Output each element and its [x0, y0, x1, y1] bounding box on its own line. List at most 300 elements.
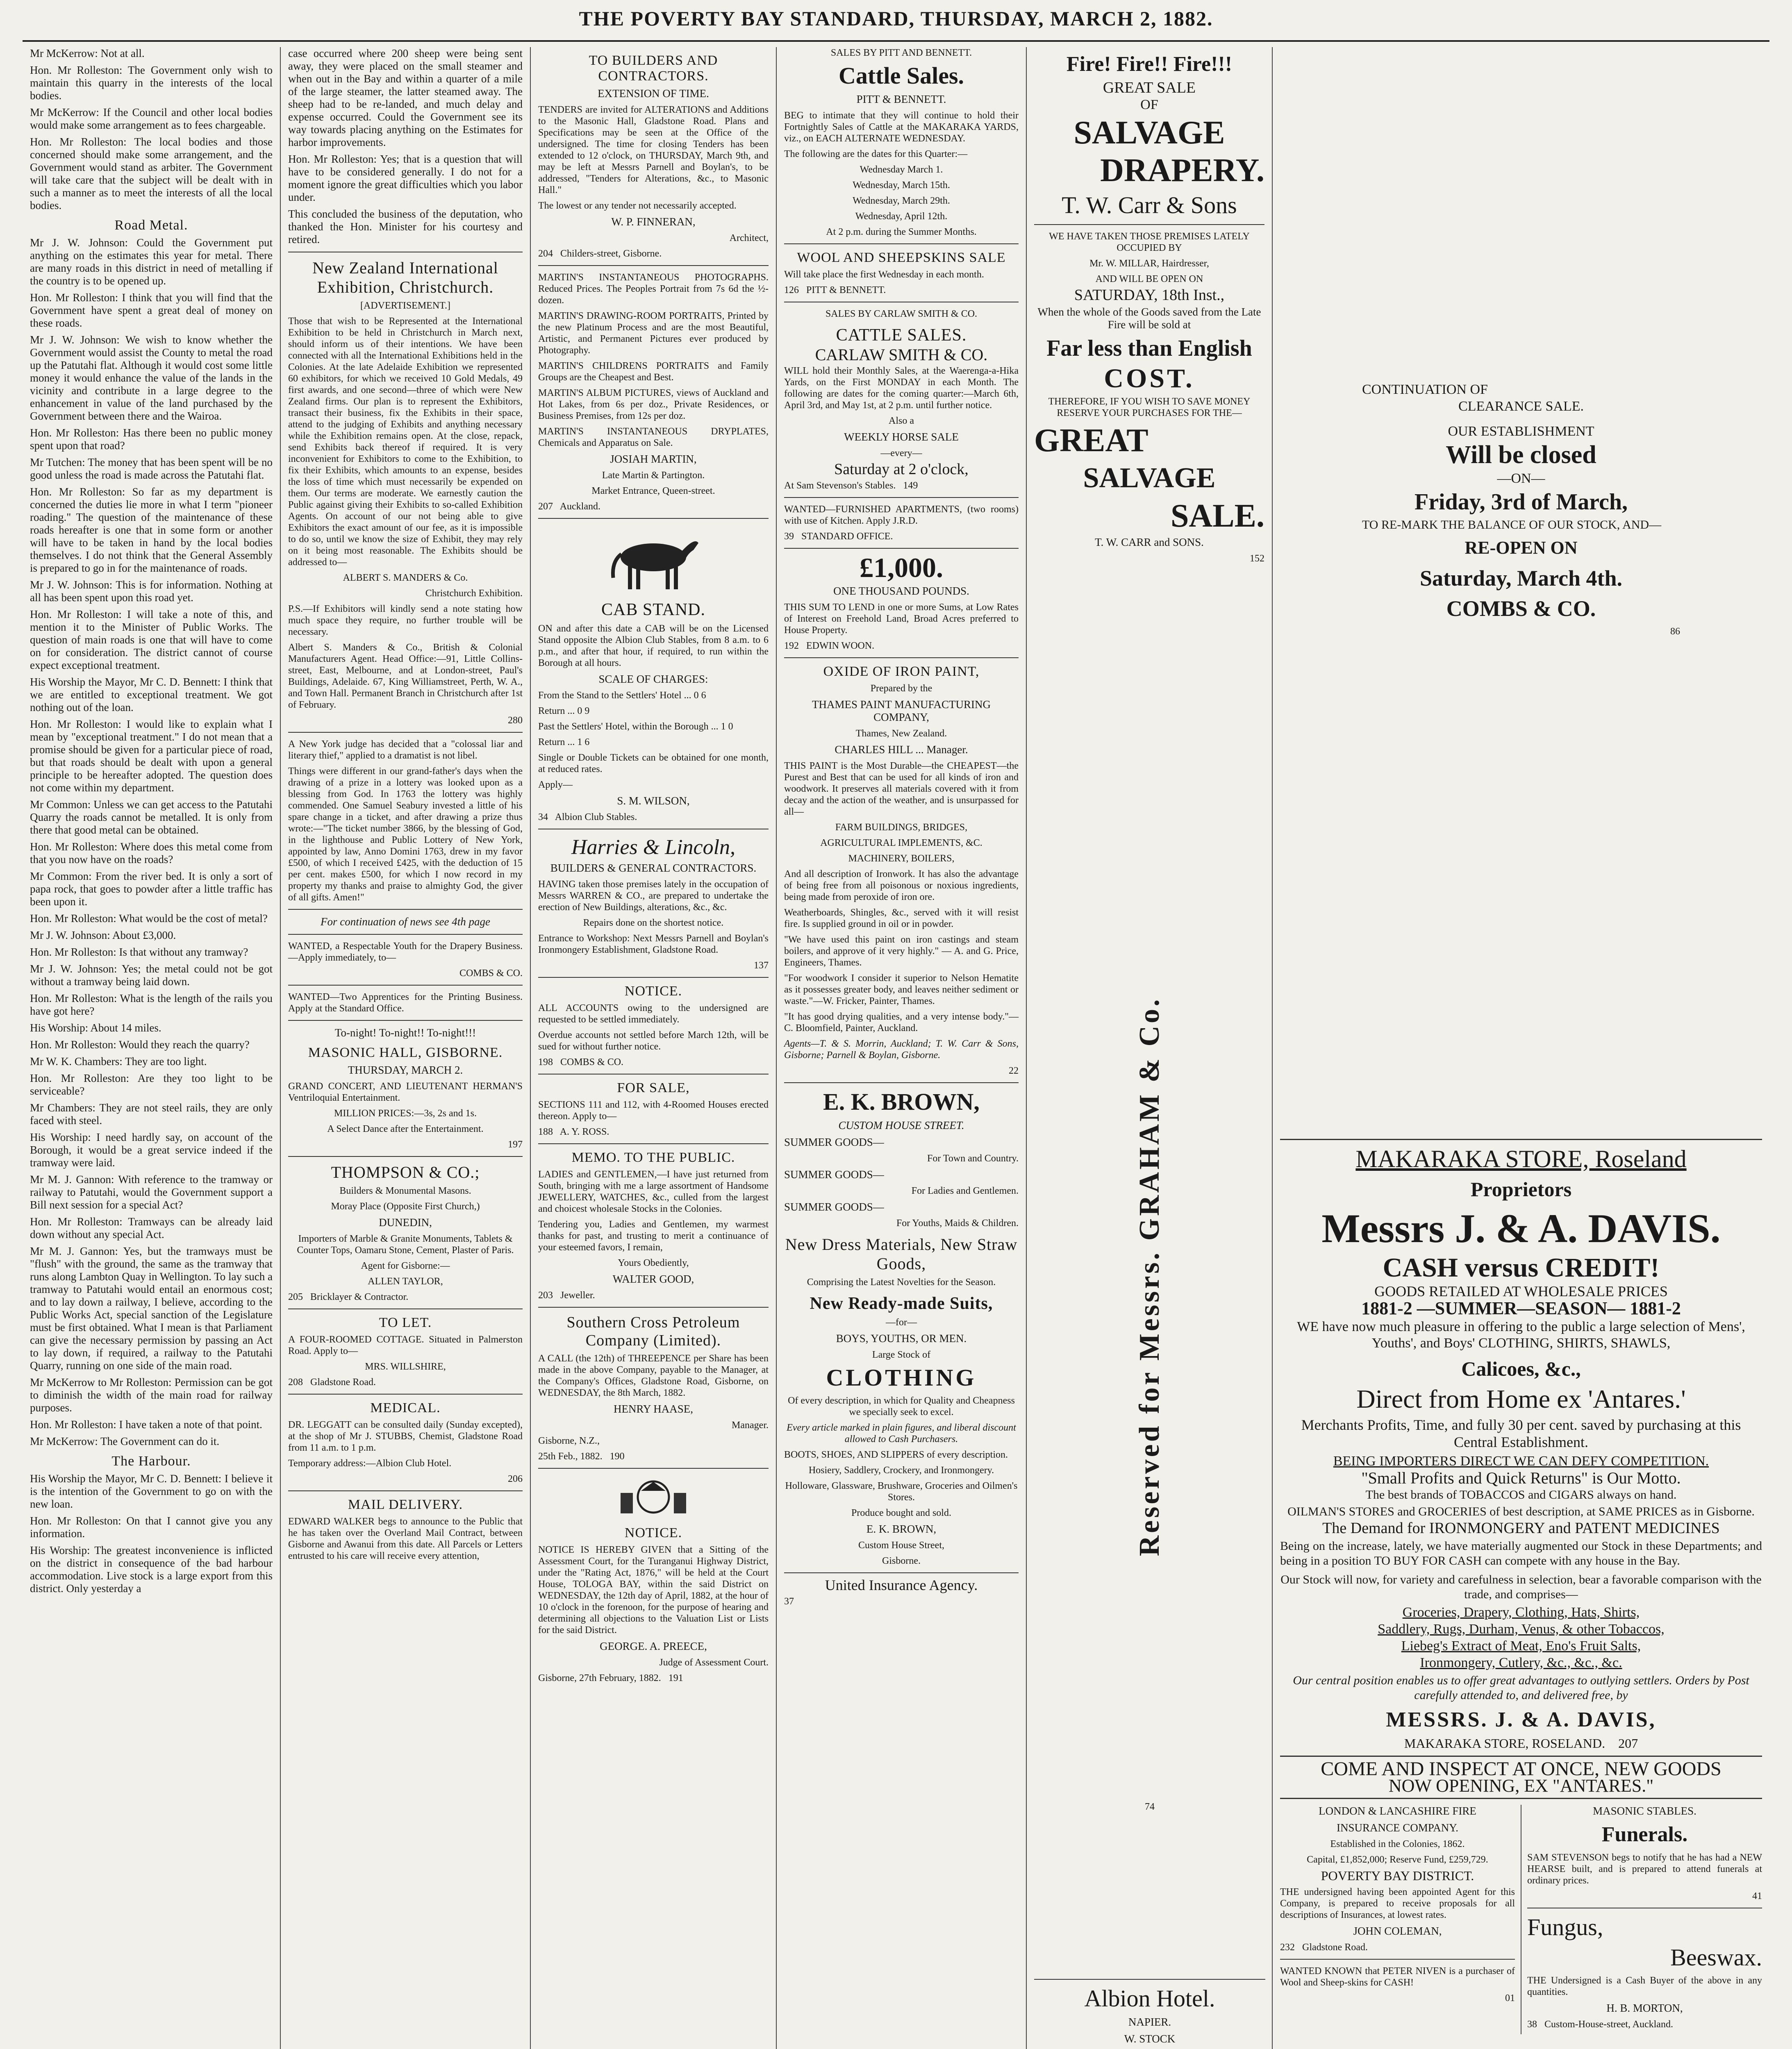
tolet-text: A FOUR-ROOMED COTTAGE. Situated in Palmerston Road. Apply to— [288, 1334, 523, 1356]
oxide-use: AGRICULTURAL IMPLEMENTS, &C. [820, 838, 982, 848]
thompson-sub: Builders & Monumental Masons. [339, 1186, 471, 1196]
memo-trade: Jeweller. [560, 1290, 595, 1301]
paragraph: Hon. Mr Rolleston: I think that you will find that the Government have spent a great deal of money on these roads. [30, 291, 273, 329]
makaraka-cash: CASH versus CREDIT! [1383, 1253, 1660, 1283]
makaraka-calicoes: Calicoes, &c., [1461, 1357, 1581, 1380]
fire-heading: Fire! Fire!! Fire!!! [1066, 52, 1233, 76]
divider [288, 1308, 523, 1309]
paragraph: Hon. Mr Rolleston: I would like to explain what I mean by "exceptional treatment." I do not mean that a promise should be given for a particular piece of road, but that roads should be dealt with upon a general principle to be hereafter adopted. The question does not come within my department. [30, 718, 273, 794]
masonic-hall-dance: A Select Dance after the Entertainment. [327, 1124, 484, 1134]
united-insurance: United Insurance Agency. [825, 1577, 978, 1593]
harries-title: Harries & Lincoln, [571, 836, 736, 859]
ad-number: 191 [668, 1673, 683, 1683]
notice-sign: COMBS & CO. [560, 1057, 624, 1068]
petroleum-text: A CALL (the 12th) of THREEPENCE per Share has been made in the above Company, payable to the Manager, at the Company's Offices, Gladstone Road, Gisborne, on WEDNESDAY, the 8th March, 1882. [538, 1353, 769, 1398]
exhibition-sign: ALBERT S. MANDERS & Co. [343, 572, 468, 583]
builders-sub: EXTENSION OF TIME. [598, 87, 709, 100]
ad-number: 197 [508, 1139, 523, 1150]
ad-number: 39 [784, 531, 794, 542]
carlaw-name: CARLAW SMITH & CO. [815, 345, 988, 364]
oxide-quote-3: "It has good drying qualities, and a very intense body."—C. Bloomfield, Painter, Auckland. [784, 1011, 1019, 1034]
column-3 [531, 47, 777, 2049]
divider [784, 548, 1019, 549]
notice2-sign: GEORGE. A. PREECE, [600, 1640, 707, 1652]
makaraka-demand: The Demand for IRONMONGERY and PATENT MEDICINES [1322, 1520, 1720, 1537]
paragraph: Hon. Mr Rolleston: What would be the cost of metal? [30, 912, 268, 925]
divider [1280, 1959, 1515, 1960]
builders-sign: W. P. FINNERAN, [611, 216, 696, 228]
thompson-title: THOMPSON & CO.; [331, 1163, 480, 1181]
memo-title: MEMO. TO THE PUBLIC. [571, 1150, 735, 1165]
divider [784, 1572, 1019, 1573]
petroleum-sign: HENRY HAASE, [613, 1403, 693, 1415]
combs-friday: Friday, 3rd of March, [1414, 489, 1628, 515]
loan-text: THIS SUM TO LEND in one or more Sums, at Low Rates of Interest on Freehold Land, Broad Acres preferred to House Property. [784, 602, 1019, 636]
tonight-heading: To-night! To-night!! To-night!!! [334, 1027, 476, 1039]
insurance-established: Established in the Colonies, 1862. [1330, 1839, 1465, 1849]
paragraph: Mr McKerrow: Not at all. [30, 47, 145, 59]
memo-close: Yours Obediently, [618, 1258, 689, 1268]
paragraph: Mr Common: Unless we can get access to the Patutahi Quarry the roads cannot be metalled. It is only from there that good metal can be obtained. [30, 798, 273, 836]
insurance-district: POVERTY BAY DISTRICT. [1321, 1868, 1474, 1883]
memo-text: LADIES and GENTLEMEN,—I have just returned from South, bringing with me a large assortment of Handsome JEWELLERY, WATCHES, &c., culled from the largest and choicest wholesale Stocks in the Colonies. [538, 1169, 769, 1214]
masthead-title: THE POVERTY BAY STANDARD, THURSDAY, MARCH 2, 1882. [579, 7, 1213, 30]
blank-space [1280, 47, 1762, 383]
great-heading: GREAT [1034, 423, 1148, 459]
makaraka-davis: Messrs J. & A. DAVIS. [1321, 1206, 1721, 1251]
ad-number: 38 [1527, 2019, 1537, 2030]
premises-line: WE HAVE TAKEN THOSE PREMISES LATELY OCCUPIED BY [1049, 231, 1250, 253]
paragraph: case occurred where 200 sheep were being sent away, they were placed on the small steamer and when out in the Bay and within a quarter of a mile of the large steamer, the latter steamed away. The sheep had to be re-landed, and much delay and expense occurred. Could the Government see its way towards placing anything on the Estimates for harbor improvements. [288, 47, 523, 148]
clothing-sub: Of every description, in which for Quality and Cheapness we specially seek to excel. [788, 1395, 1015, 1417]
suits-for: —for— [886, 1317, 917, 1328]
makaraka-items-list [1280, 1606, 1762, 1669]
wool-sale-sign: PITT & BENNETT. [806, 285, 886, 295]
fungus-sign: H. B. MORTON, [1606, 2002, 1683, 2014]
paragraph: Mr McKerrow: The Government can do it. [30, 1435, 220, 1447]
harries-sub: BUILDERS & GENERAL CONTRACTORS. [550, 862, 757, 874]
millar-line: Mr. W. MILLAR, Hairdresser, [1089, 258, 1209, 269]
ad-number: 205 [288, 1292, 303, 1302]
boots-line: BOOTS, SHOES, AND SLIPPERS of every description. [784, 1449, 1008, 1460]
cost-heading: COST. [1104, 363, 1195, 393]
wanted-youth: WANTED, a Respectable Youth for the Drapery Business.—Apply immediately, to— [288, 941, 523, 963]
insurance-address: Gladstone Road. [1302, 1942, 1368, 1953]
insurance-sign: JOHN COLEMAN, [1353, 1925, 1442, 1937]
paragraph: Hon. Mr Rolleston: I will take a note of this, and mention it to the Minister of Public Works. The question of main roads is one that will have to come on for consideration. The district cannot of course expect exceptional treatment. [30, 608, 273, 671]
paragraph: Mr J. W. Johnson: We wish to know whether the Government would assist the County to metal the road up the Patutahi flat. Although it would cost some little money it would enhance the value of the lands in the vicinity and contribute in a large degree to the enhancement in value of the land purchased by the Government between there and the Wairoa. [30, 334, 273, 422]
paragraph: Mr J. W. Johnson: Could the Government put anything on the estimates this year for metal. There are many roads in this district in need of metalling if the country is to be opened up. [30, 236, 273, 287]
exhibition-adv-label: [ADVERTISEMENT.] [360, 300, 451, 311]
makaraka-goods: GOODS RETAILED AT WHOLESALE PRICES [1374, 1283, 1668, 1299]
divider [538, 1468, 769, 1469]
when-line: When the whole of the Goods saved from the Late Fire will be sold at [1037, 306, 1261, 331]
makaraka-central: Our central position enables us to offer great advantages to outlying settlers. Orders by Post carefully attended to, and delivered free, by [1293, 1674, 1749, 1702]
builders-title: TO BUILDERS AND CONTRACTORS. [589, 53, 718, 84]
ad-number: 37 [784, 1596, 794, 1607]
insurance-title: LONDON & LANCASHIRE FIRE [1319, 1805, 1476, 1817]
ad-number: 01 [1505, 1993, 1515, 2004]
continuation-note: For continuation of news see 4th page [321, 915, 490, 928]
makaraka-sign: MESSRS. J. & A. DAVIS, [1386, 1708, 1656, 1731]
medical-address: Temporary address:—Albion Club Hotel. [288, 1458, 452, 1469]
masonic-hall-prices: MILLION PRICES:—3s, 2s and 1s. [334, 1108, 477, 1119]
summer-goods-label: SUMMER GOODS— [784, 1201, 884, 1213]
ad-number: 208 [288, 1377, 303, 1388]
harbour-heading: The Harbour. [111, 1454, 191, 1469]
forsale-text: SECTIONS 111 and 112, with 4-Roomed Houses erected thereon. Apply to— [538, 1099, 769, 1122]
oxide-quote-1: "We have used this paint on iron castings and steam boilers, and approve of it very highly." — A. and G. Price, Engineers, Thames. [784, 934, 1019, 968]
paragraph: His Worship: About 14 miles. [30, 1022, 161, 1034]
thompson-text: Importers of Marble & Granite Monuments, Tablets & Counter Tops, Oamaru Stone, Cement, Plaster of Paris. [297, 1233, 514, 1256]
mail-delivery-text: EDWARD WALKER begs to announce to the Public that he has taken over the Overland Mail Contract, between Gisborne and Awanui from this date. All Parcels or Letters entrusted to his care will receive every attention, [288, 1516, 523, 1561]
paragraph: Hon. Mr Rolleston: Is that without any tramway? [30, 946, 248, 958]
column-4 [777, 47, 1027, 2049]
wool-sale-text: Will take place the first Wednesday in each month. [784, 269, 984, 280]
thompson-agent: Agent for Gisborne:— [361, 1261, 450, 1271]
combs-ad [1280, 383, 1762, 637]
oxide-text-2: And all description of Ironwork. It has also the advantage of being free from all poisonous or noxious ingredients, being made from peroxide of iron ore. [784, 869, 1019, 902]
deputation-continued [288, 47, 523, 246]
martin-item: MARTIN'S ALBUM PICTURES, views of Auckland and Hot Lakes, from 6s per doz., Private Residences, or Business Premises, from 12s per doz. [538, 388, 769, 421]
divider [1280, 1756, 1762, 1757]
ad-number: 22 [1009, 1065, 1019, 1076]
martin-city: Auckland. [559, 501, 600, 512]
sale-date: Wednesday, March 29th. [853, 195, 950, 206]
pitt-time: At 2 p.m. during the Summer Months. [826, 227, 977, 237]
oxide-use: FARM BUILDINGS, BRIDGES, [835, 822, 968, 833]
exhibition-title: New Zealand International Exhibition, Christchurch. [312, 259, 498, 296]
divider [538, 1307, 769, 1308]
martin-item: MARTIN'S INSTANTANEOUS PHOTOGRAPHS. Reduced Prices. The Peoples Portrait from 7s 6d the ½-dozen. [538, 272, 769, 306]
summer-goods-target: For Youths, Maids & Children. [896, 1218, 1019, 1229]
harries-repairs: Repairs done on the shortest notice. [583, 918, 724, 928]
salvage-heading: SALVAGE [1073, 115, 1225, 151]
ekbrown-sign-2: Custom House Street, [858, 1540, 944, 1551]
marked-note: Every article marked in plain figures, and liberal discount allowed to Cash Purchasers. [787, 1422, 1016, 1445]
masthead [0, 0, 1792, 41]
ad-number: 149 [903, 480, 918, 491]
combs-on: —ON— [1497, 471, 1545, 486]
reserved-text: Reserved for Messrs. GRAHAM & Co. [1134, 997, 1165, 1556]
lottery-item: Things were different in our grand-father's days when the drawing of a prize in a lottery was looked upon as a blessing from God. In 1763 the lottery was highly commended. One Samuel Seabury invested a little of his spare change in a ticket, and after drawing a prize thus wrote:—"The ticket number 3866, by the blessing of God, in the lighthouse and Public Lottery of New York, appointed by law, Anno Domini 1763, drew in my favor £500, of which I received £425, with the deduction of 15 per cent. makes £500, for which I now record in my property my thanks and praise to almighty God, the giver of all gifts. Amen!" [288, 766, 523, 903]
dress-materials-title: New Dress Materials, New Straw Goods, [785, 1235, 1018, 1273]
oxide-use: MACHINERY, BOILERS, [848, 853, 955, 864]
carlaw-also: Also a [889, 416, 914, 426]
notice-text-2: Overdue accounts not settled before March 12th, will be sued for without further notice. [538, 1030, 769, 1052]
hosiery-line: Hosiery, Saddlery, Crockery, and Ironmongery. [808, 1465, 994, 1476]
masthead-rule [23, 40, 1769, 42]
ekbrown-title: E. K. BROWN, [823, 1088, 980, 1115]
makaraka-oilmans: OILMAN'S STORES and GROCERIES of best description, at SAME PRICES as in Gisborne. [1287, 1505, 1755, 1518]
divider [288, 909, 523, 910]
oxide-quote-2: "For woodwork I consider it superior to Nelson Hematite as it possesses greater body, and leaves neither sediment or waste."—W. Fricker, Painter, Thames. [784, 973, 1019, 1006]
thompson-city: DUNEDIN, [379, 1216, 432, 1229]
divider [538, 1143, 769, 1144]
martin-address: Market Entrance, Queen-street. [591, 486, 715, 496]
ekbrown-sign: E. K. BROWN, [866, 1523, 937, 1535]
ad-number: 137 [754, 960, 769, 971]
paragraph: Hon. Mr Rolleston: The Government only wish to maintain this quarry in the interests of the local bodies. [30, 64, 273, 102]
carlaw-weekly: WEEKLY HORSE SALE [844, 431, 959, 443]
notice2-text: NOTICE IS HEREBY GIVEN that a Sitting of the Assessment Court, for the Turanganui Highway District, under the "Rating Act, 1876," will be held at the Court House, TOLOGA BAY, within the said District on WEDNESDAY, the 12th day of April, 1882, at the hour of 10 o'clock in the forenoon, for the purpose of hearing and determining all objections to the Valuation List or Lists for the said District. [538, 1545, 769, 1636]
combs-establishment: OUR ESTABLISHMENT [1448, 424, 1594, 439]
medical-text: DR. LEGGATT can be consulted daily (Sunday excepted), at the shop of Mr J. STUBBS, Chemist, Gladstone Road from 11 a.m. to 1 p.m. [288, 1420, 523, 1453]
fungus-text: THE Undersigned is a Cash Buyer of the above in any quantities. [1527, 1975, 1762, 1997]
oxide-place: Thames, New Zealand. [855, 728, 947, 739]
cab-scale-heading: SCALE OF CHARGES: [598, 673, 708, 685]
combs-continuation: CONTINUATION OF [1362, 382, 1488, 397]
paragraph: Hon. Mr Rolleston: What is the length of the rails you have got here? [30, 992, 273, 1017]
reserved-space [1027, 785, 1273, 1768]
paragraph: Mr W. K. Chambers: They are too light. [30, 1055, 207, 1068]
cab-charges-list [538, 690, 769, 748]
builders-text: TENDERS are invited for ALTERATIONS and Additions to the Masonic Hall, Gladstone Road. Plans and Specifications may be seen at the Office of the undersigned. The time for closing Tenders has been extended to 12 o'clock, on THURSDAY, March 9th, and may be left at Messrs Parnell and Boylan's, to be addressed, "Tenders for Alterations, &c., to Masonic Hall." [538, 104, 769, 195]
drapery-heading: DRAPERY. [1100, 152, 1264, 189]
insurance-ad [1280, 1805, 1515, 2034]
petroleum-sign-2: Manager. [732, 1420, 769, 1431]
horse-icon [600, 525, 707, 594]
martin-item: MARTIN'S DRAWING-ROOM PORTRAITS, Printed by the new Platinum Process and are the most Beautiful, Artistic, and Permanent Pictures ever produced by Photography. [538, 311, 769, 356]
paragraph: Hon. Mr Rolleston: Are they too light to be serviceable? [30, 1072, 273, 1097]
ekbrown-sub: CUSTOM HOUSE STREET. [838, 1119, 964, 1131]
makaraka-pleasure: WE have now much pleasure in offering to the public a large selection of Mens', Youths', and Boys' CLOTHING, SHIRTS, SHAWLS, [1297, 1319, 1745, 1351]
paragraph: This concluded the business of the deputation, who thanked the Hon. Minister for his courtesy and retired. [288, 208, 523, 245]
ad-number: 207 [538, 501, 553, 512]
open-on: AND WILL BE OPEN ON [1095, 274, 1203, 284]
cab-charge-row: Past the Settlers' Hotel, within the Borough ... 1 0 [538, 721, 733, 732]
ad-number: 192 [784, 641, 799, 651]
makaraka-item: Saddlery, Rugs, Durham, Venus, & other Tobaccos, [1378, 1622, 1665, 1637]
ad-number: 204 [538, 248, 553, 259]
divider [1280, 1139, 1762, 1140]
divider [1034, 224, 1264, 225]
road-metal-text [30, 236, 273, 1448]
paragraph: His Worship: I need hardly say, on account of the Borough, it would be a great service indeed if the tramway were laid. [30, 1131, 273, 1169]
makaraka-come: COME AND INSPECT AT ONCE, NEW GOODS [1321, 1758, 1722, 1780]
combs-closed: Will be closed [1446, 441, 1596, 469]
royal-crest-icon [612, 1474, 694, 1520]
carlaw-text: WILL hold their Monthly Sales, at the Waerenga-a-Hika Yards, on the First MONDAY in each Month. The following are dates for the coming quarter:—March 6th, April 3rd, and May 1st, at 2 p.m. until further notice. [784, 366, 1019, 411]
makaraka-now: NOW OPENING, EX "ANTARES." [1388, 1776, 1654, 1796]
column-1 [23, 47, 281, 2049]
suits-who: BOYS, YOUTHS, OR MEN. [836, 1332, 967, 1345]
carlaw-place: At Sam Stevenson's Stables. [784, 480, 896, 491]
makaraka-tobacco: The best brands of TOBACCOS and CIGARS always on hand. [1365, 1488, 1677, 1502]
divider [784, 243, 1019, 244]
pitt-text: BEG to intimate that they will continue to hold their Fortnightly Sales of Cattle at the MAKARAKA YARDS, viz., on EACH ALTERNATE WEDNESDAY. [784, 110, 1019, 144]
paragraph: Mr McKerrow to Mr Rolleston: Permission can be got to diminish the width of the main road for railway purposes. [30, 1376, 273, 1414]
ad-number: 190 [609, 1451, 625, 1462]
masonic-hall-date: THURSDAY, MARCH 2. [348, 1064, 463, 1076]
makaraka-item: Liebeg's Extract of Meat, Eno's Fruit Salts, [1401, 1638, 1641, 1654]
exhibition-sign-2: Christchurch Exhibition. [425, 588, 523, 599]
loan-sign: EDWIN WOON. [806, 641, 875, 651]
fungus-address: Custom-House-street, Auckland. [1544, 2019, 1673, 2030]
combs-name: COMBS & CO. [1446, 596, 1596, 621]
pitt-name: PITT & BENNETT. [856, 93, 946, 105]
paragraph: Mr J. W. Johnson: About £3,000. [30, 929, 176, 941]
stock-of: Large Stock of [872, 1349, 931, 1360]
divider [1280, 1798, 1762, 1799]
divider [538, 518, 769, 519]
martin-sign-2: Late Martin & Partington. [602, 470, 705, 481]
exhibition-text: Those that wish to be Represented at the International Exhibition to be held in Christchurch in March next, should inform us of their intentions. We have been connected with all the International Exhibitions held in the Colonies. At the late Adelaide Exhibition we represented 60 exhibitors, for which we received 10 Gold Medals, 49 first awards, and one second—three of which were New Zealand firms. Our plan is to represent the Exhibitors, transact their business, fix the Exhibits in their space, attend to the judging of Exhibits and anything necessary while the Exhibition remains open. At the close, repack, send Exhibits back thereof if required. It is very inconvenient for Exhibitors to come to the Exhibition, to fix their Exhibits, which amounts to an expense, besides the loss of time which must necessarily be expended on them. Our terms are moderate. We earnestly caution the Public against giving their Exhibits to so-called Exhibition Agents. On account of our not being able to give Exhibitors the exact amount of our fee, as it is impossible to do so, until we know the size of Exhibit, they may rely on it being most reasonable. The Exhibits should be addressed to— [288, 316, 523, 568]
far-less-heading: Far less than English [1046, 336, 1252, 361]
paragraph: Mr J. W. Johnson: This is for information. Nothing at all has been spent upon this road yet. [30, 579, 273, 604]
sale-date: Wednesday, April 12th. [855, 211, 948, 222]
paragraph: Hon. Mr Rolleston: Where does this metal come from that you now have on the roads? [30, 840, 273, 865]
petroleum-title: Southern Cross Petroleum Company (Limited). [566, 1314, 740, 1349]
forsale-sign: A. Y. ROSS. [559, 1127, 609, 1137]
wanted-youth-sign: COMBS & CO. [459, 968, 523, 979]
deputation-text [30, 47, 273, 212]
combs-remark: TO RE-MARK THE BALANCE OF OUR STOCK, AND— [1362, 518, 1662, 532]
makaraka-profits: Merchants Profits, Time, and fully 30 per cent. saved by purchasing at this Central Establishment. [1301, 1417, 1741, 1450]
divider [288, 1490, 523, 1491]
ad-number: 203 [538, 1290, 553, 1301]
ad-number: 280 [508, 715, 523, 726]
ad-number: 86 [1670, 626, 1680, 637]
paragraph: Hon. Mr Rolleston: The local bodies and those concerned should make some arrangement, and the Government would stand as arbiter. The Government will take care that the subject will be dealt with in such a manner as to meet the interests of all the local bodies. [30, 136, 273, 211]
combs-saturday: Saturday, March 4th. [1419, 566, 1623, 591]
oxide-manager: CHARLES HILL ... Manager. [835, 743, 968, 756]
makaraka-year-1: 1881-2 [1361, 1298, 1412, 1318]
insurance-title-2: INSURANCE COMPANY. [1336, 1822, 1459, 1834]
paragraph: Hon. Mr Rolleston: Would they reach the quarry? [30, 1038, 250, 1051]
loan-amount: £1,000. [860, 552, 943, 583]
harries-entrance: Entrance to Workshop: Next Messrs Parnell and Boylan's Ironmongery Establishment, Gladstone Road. [538, 933, 769, 955]
salvage2-heading: SALVAGE [1083, 462, 1216, 494]
carlaw-every: —every— [880, 448, 922, 459]
notice2-title: NOTICE. [624, 1525, 682, 1540]
martin-item: MARTIN'S INSTANTANEOUS DRYPLATES, Chemicals and Apparatus on Sale. [538, 426, 769, 448]
cab-stand-text: ON and after this date a CAB will be on the Licensed Stand opposite the Albion Club Stables, from 8 a.m. to 6 p.m., and after that hour, if required, to run within the Borough at all hours. [538, 623, 769, 668]
holloware-line: Holloware, Glassware, Brushware, Groceries and Oilmen's Stores. [785, 1481, 1018, 1503]
insurance-text: THE undersigned having been appointed Agent for this Company, is prepared to receive proposals for all descriptions of Insurances, at lowest rates. [1280, 1887, 1515, 1920]
paragraph: Mr Chambers: They are not steel rails, they are only faced with steel. [30, 1102, 273, 1127]
paragraph: His Worship the Mayor, Mr C. D. Bennett: I believe it is the intention of the Government to go on with the new loan. [30, 1472, 273, 1510]
paragraph: Hon. Mr Rolleston: So far as my department is concerned the duties lie more in what I term "pioneer roading." The question of the maintenance of these roads hereafter is one that in some form or another will have to be taken in hand by the local bodies themselves. I do not think that the General Assembly is prepared to go in for the maintenance of roads. [30, 486, 273, 574]
wanted-apartments: WANTED—FURNISHED APARTMENTS, (two rooms) with use of Kitchen. Apply J.R.D. [784, 504, 1019, 526]
albion-place: NAPIER. [1128, 2016, 1171, 2028]
makaraka-importers: BEING IMPORTERS DIRECT WE CAN DEFY COMPETITION. [1333, 1454, 1709, 1469]
ad-number: 152 [1250, 553, 1264, 564]
ad-number: 207 [1618, 1736, 1638, 1751]
ad-number: 206 [508, 1474, 523, 1484]
wool-sale-title: WOOL AND SHEEPSKINS SALE [797, 250, 1006, 265]
masonic-hall-text: GRAND CONCERT, AND LIEUTENANT HERMAN'S Ventriloquial Entertainment. [288, 1081, 523, 1103]
martin-item: MARTIN'S CHILDRENS PORTRAITS and Family Groups are the Cheapest and Best. [538, 361, 769, 383]
makaraka-item: Groceries, Drapery, Clothing, Hats, Shirts, [1402, 1605, 1640, 1620]
makaraka-sign-2: MAKARAKA STORE, ROSELAND. [1404, 1736, 1606, 1751]
divider [288, 1020, 523, 1021]
newyork-item: A New York judge has decided that a "colossal liar and literary thief," applied to a dramatist is not libel. [288, 739, 523, 761]
thompson-agent-name: ALLEN TAYLOR, [368, 1276, 443, 1287]
exhibition-office: Albert S. Manders & Co., British & Colonial Manufacturers Agent. Head Office:—91, Little Collins-street, East, Melbourne, and at London-street, Paul's Buildings, Adelaide. 67, King Williamstreet, Perth, W. A., and Town Hall. Permanent Branch in Christchurch after 1st of February. [288, 642, 523, 710]
sale-date: Wednesday, March 15th. [853, 180, 950, 191]
paragraph: His Worship the Mayor, Mr C. D. Bennett: I think that we are entitled to exceptional treatment. We got nothing out of the loan. [30, 676, 273, 713]
makaraka-proprietors: Proprietors [1470, 1178, 1572, 1201]
divider [288, 1156, 523, 1157]
forsale-title: FOR SALE, [617, 1080, 690, 1095]
ad-number: 126 [784, 285, 799, 295]
divider [1034, 1979, 1265, 1980]
divider [538, 265, 769, 266]
makaraka-year-2: 1881-2 [1630, 1298, 1681, 1318]
column-5 [1027, 47, 1273, 2049]
road-metal-heading: Road Metal. [114, 218, 188, 233]
blank-space [1280, 641, 1762, 1133]
pitt-header: SALES BY PITT AND BENNETT. [830, 48, 972, 58]
martin-sign: JOSIAH MARTIN, [610, 453, 697, 465]
oxide-company: THAMES PAINT MANUFACTURING COMPANY, [812, 698, 991, 723]
ad-number: 232 [1280, 1942, 1295, 1953]
carr-name: T. W. Carr & Sons [1062, 192, 1237, 218]
cab-stand-title: CAB STAND. [601, 600, 705, 619]
exhibition-ps: P.S.—If Exhibitors will kindly send a note stating how much space they require, no further trouble will be necessary. [288, 604, 523, 637]
thompson-agent-trade: Bricklayer & Contractor. [310, 1292, 409, 1302]
oxide-agents: Agents—T. & S. Morrin, Auckland; T. W. Carr & Sons, Gisborne; Parnell & Boylan, Gisborne. [784, 1038, 1019, 1061]
combs-clearance: CLEARANCE SALE. [1458, 399, 1584, 414]
oxide-text: THIS PAINT is the Most Durable—the CHEAPEST—the Purest and Best that can be used for all kinds of iron and woodwork. It preserves all materials covered with it from decay and the action of the weather, and is unsurpassed for all— [784, 761, 1019, 817]
funerals-text: SAM STEVENSON begs to notify that he has had a NEW HEARSE built, and is prepared to attend funerals at ordinary prices. [1527, 1852, 1762, 1886]
cab-address: Albion Club Stables. [555, 812, 637, 822]
paragraph: His Worship: The greatest inconvenience is inflicted on the district in consequence of the bad harbour accommodation. Live stock is a large export from this district. Only yesterday a [30, 1544, 273, 1595]
pitt-dates-intro: The following are the dates for this Quarter:— [784, 149, 968, 159]
funerals-heading: Funerals. [1601, 1823, 1688, 1846]
makaraka-title: MAKARAKA STORE, Roseland [1355, 1145, 1687, 1172]
petroleum-date: 25th Feb., 1882. [538, 1451, 603, 1462]
ad-number: 41 [1752, 1891, 1762, 1901]
masonic-hall-title: MASONIC HALL, GISBORNE. [308, 1045, 503, 1060]
albion-title: Albion Hotel. [1084, 1985, 1215, 2012]
divider [288, 934, 523, 935]
makaraka-stock: Our Stock will now, for variety and carefulness in selection, bear a favorable comparison with the trade, and comprises— [1280, 1573, 1762, 1601]
summer-goods-target: For Ladies and Gentlemen. [911, 1186, 1019, 1196]
summer-goods-target: For Town and Country. [927, 1153, 1019, 1164]
divider [288, 732, 523, 733]
ad-number: 34 [538, 812, 548, 822]
ready-made-suits-title: New Ready-made Suits, [810, 1294, 993, 1313]
builders-address: Childers-street, Gisborne. [560, 248, 662, 259]
makaraka-summer: —SUMMER—SEASON— [1417, 1298, 1626, 1318]
paragraph: Hon. Mr Rolleston: On that I cannot give you any information. [30, 1515, 273, 1540]
pitt-dates-list [784, 164, 1019, 222]
notice-text: ALL ACCOUNTS owing to the undersigned are requested to be settled immediately. [538, 1003, 769, 1025]
cab-sign: S. M. WILSON, [617, 795, 690, 807]
paragraph: Mr McKerrow: If the Council and other local bodies would make some arrangement as to fees chargeable. [30, 106, 273, 131]
beeswax-heading: Beeswax. [1670, 1944, 1762, 1971]
paragraph: Mr M. J. Gannon: With reference to the tramway or railway to Patutahi, would the Government support a Bill next session for a special Act? [30, 1173, 273, 1211]
builders-note: The lowest or any tender not necessarily accepted. [538, 200, 737, 211]
great-sale: GREAT SALE [1103, 79, 1196, 96]
fungus-heading: Fungus, [1527, 1914, 1603, 1940]
cab-charge-row: From the Stand to the Settlers' Hotel ... 0 6 [538, 690, 706, 701]
clothing-heading: CLOTHING [826, 1364, 977, 1391]
oxide-uses-list [784, 822, 1019, 864]
martin-photographs-ad [538, 272, 769, 449]
combs-reopen: RE-OPEN ON [1465, 538, 1578, 558]
stables-ad [1521, 1805, 1762, 2034]
paragraph: Hon. Mr Rolleston: I have taken a note of that point. [30, 1418, 262, 1431]
cattle-sales-title: Cattle Sales. [838, 62, 964, 89]
notice-title: NOTICE. [624, 984, 682, 999]
paragraph: Hon. Mr Rolleston: Tramways can be already laid down without any special Act. [30, 1215, 273, 1240]
cab-charge-row: Return ... 1 6 [538, 737, 590, 747]
makaraka-increase: Being on the increase, lately, we have materially augmented our Stock in these Departments; and being in a position TO BUY FOR CASH can compete with any house in the Bay. [1280, 1539, 1762, 1567]
carlaw-title: CATTLE SALES. [836, 326, 967, 345]
